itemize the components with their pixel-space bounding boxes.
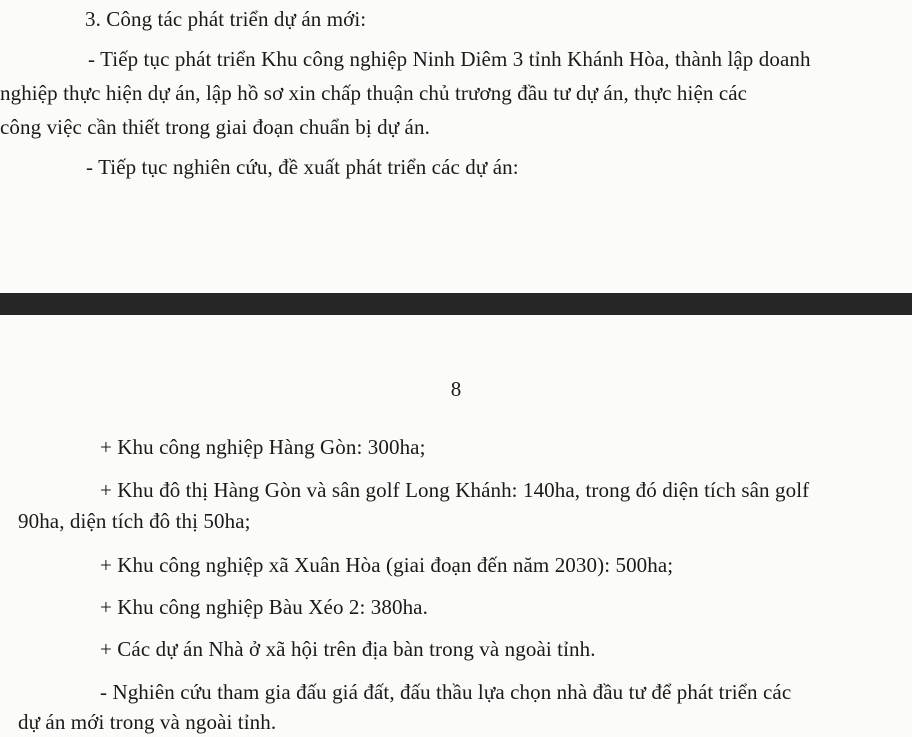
document-page-top — [0, 0, 912, 293]
paragraph-line: - Nghiên cứu tham gia đấu giá đất, đấu thầu lựa chọn nhà đầu tư để phát triển các — [100, 680, 792, 704]
list-item: + Khu công nghiệp Hàng Gòn: 300ha; — [100, 435, 426, 459]
paragraph-line: dự án mới trong và ngoài tỉnh. — [18, 710, 277, 734]
section-heading: 3. Công tác phát triển dự án mới: — [85, 7, 367, 31]
list-item: + Các dự án Nhà ở xã hội trên địa bàn trong và ngoài tỉnh. — [100, 637, 596, 661]
page-number: 8 — [450, 377, 462, 401]
list-item-continuation: 90ha, diện tích đô thị 50ha; — [18, 509, 251, 533]
paragraph-line: công việc cần thiết trong giai đoạn chuẩn bị dự án. — [0, 115, 430, 139]
list-item: + Khu công nghiệp Bàu Xéo 2: 380ha. — [100, 595, 428, 619]
list-item: + Khu công nghiệp xã Xuân Hòa (giai đoạn đến năm 2030): 500ha; — [100, 553, 674, 577]
paragraph-line: - Tiếp tục phát triển Khu công nghiệp Ninh Diêm 3 tỉnh Khánh Hòa, thành lập doanh — [88, 47, 811, 71]
paragraph-line: nghiệp thực hiện dự án, lập hồ sơ xin chấp thuận chủ trương đầu tư dự án, thực hiện các — [0, 81, 748, 105]
document-page-bottom — [0, 315, 912, 737]
page-separator — [0, 293, 912, 315]
paragraph-line: - Tiếp tục nghiên cứu, đề xuất phát triển các dự án: — [86, 155, 519, 179]
list-item: + Khu đô thị Hàng Gòn và sân golf Long Khánh: 140ha, trong đó diện tích sân golf — [100, 478, 810, 502]
